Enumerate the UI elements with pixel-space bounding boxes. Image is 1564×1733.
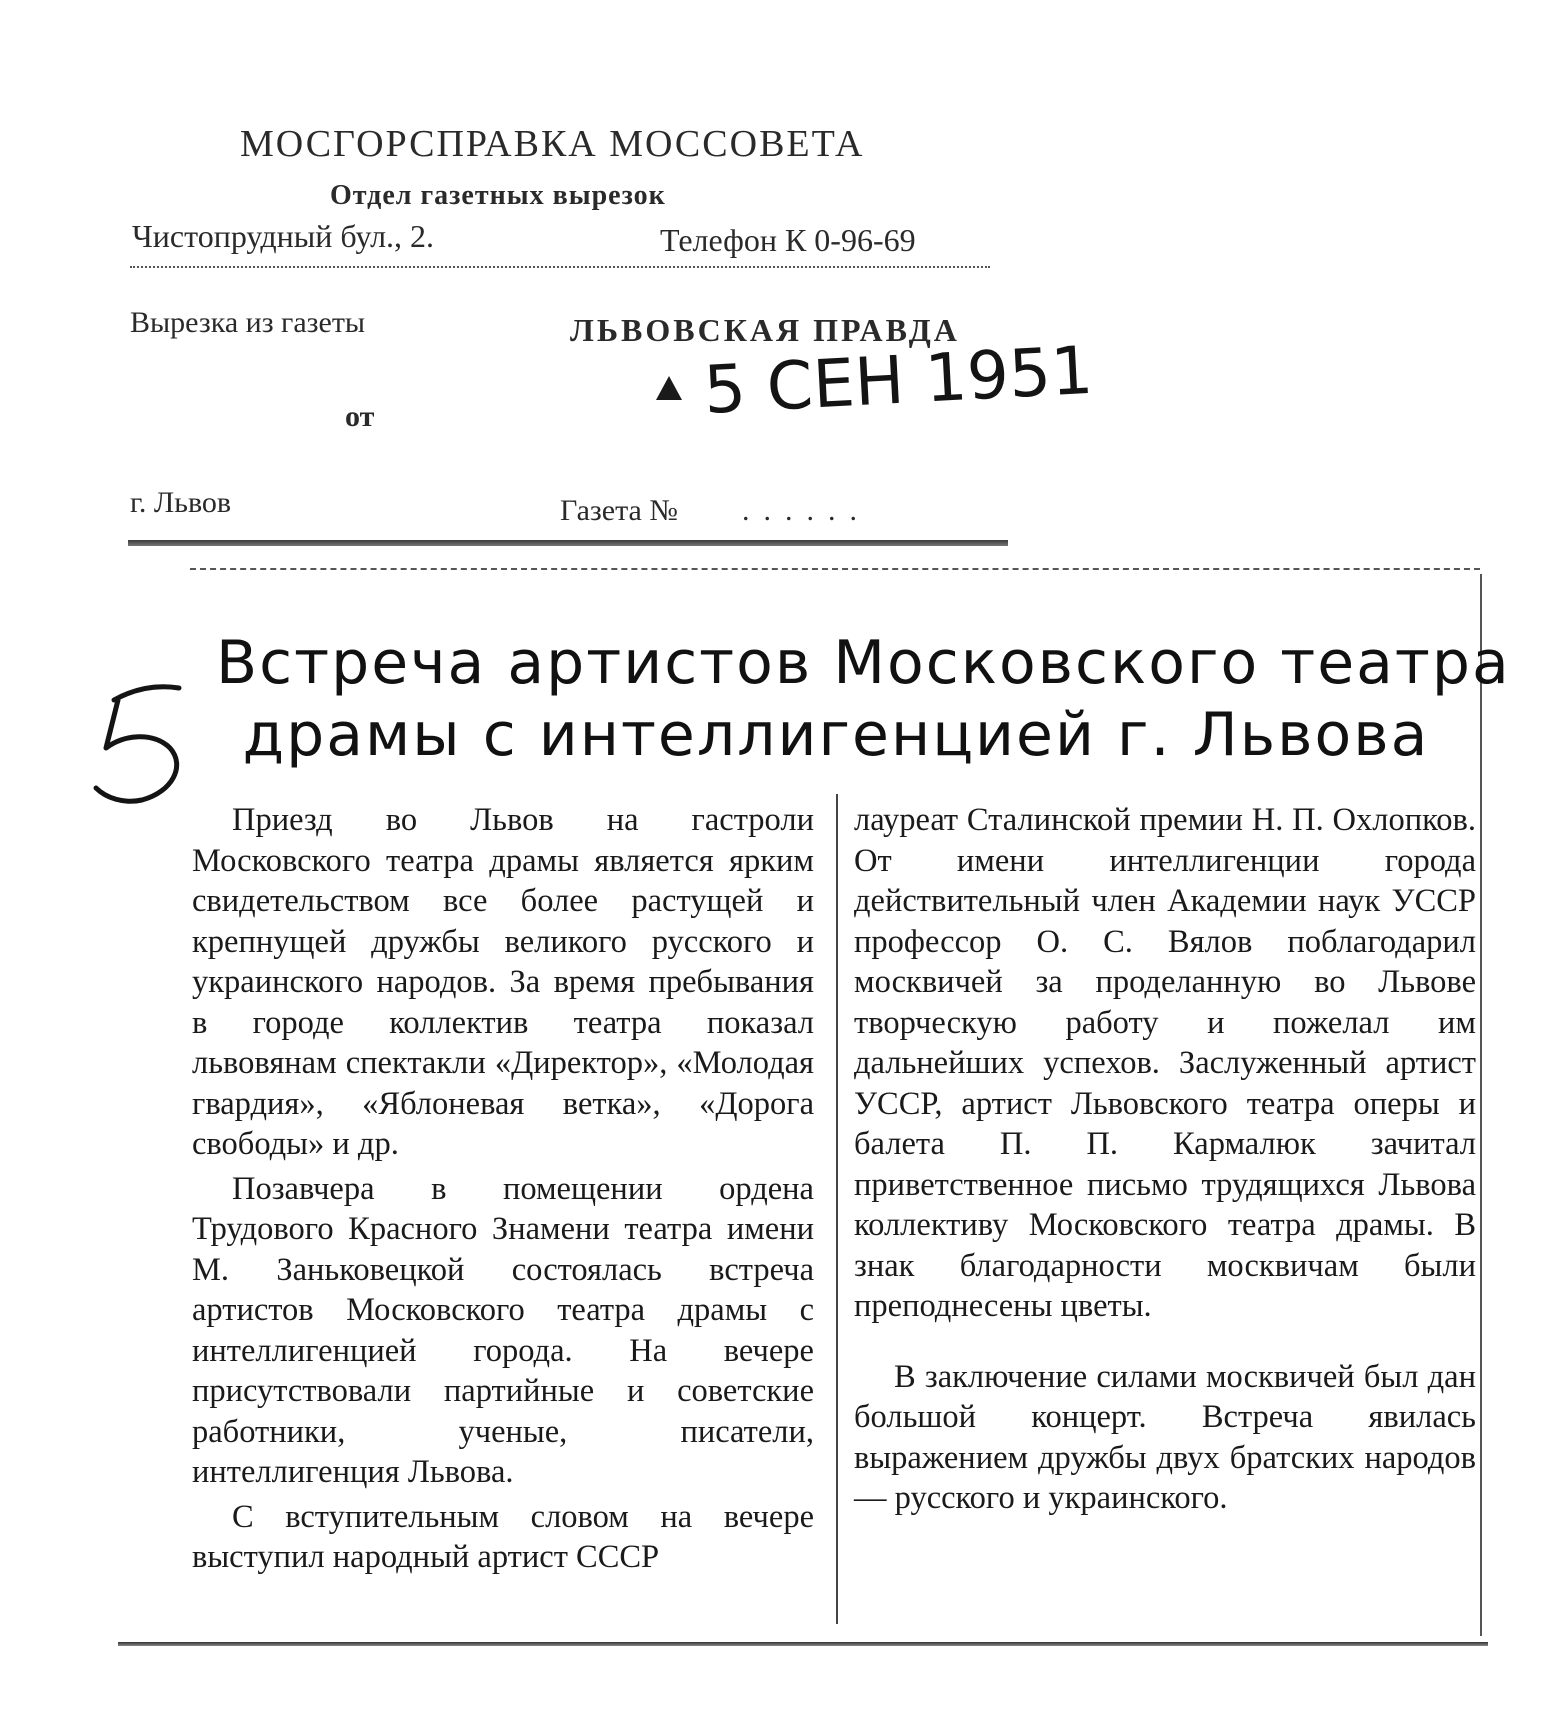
triangle-stamp-icon xyxy=(656,376,682,400)
date-stamp: 5 СЕН 1951 xyxy=(701,331,1095,429)
clipping-bottom-edge xyxy=(118,1642,1488,1646)
column-divider xyxy=(836,794,838,1624)
article-right-column xyxy=(854,800,1476,1519)
article-paragraph: Позавчера в помещении ордена Трудового Красного Знамени театра имени М. Заньковецкой состоялась встреча артистов Московского театра драмы с интеллигенцией города. На вечере присутствовали партийные и советские работники, ученые, писатели, интеллигенция Львова. xyxy=(192,1170,814,1490)
clipping-top-edge xyxy=(190,568,1480,570)
article-paragraph: С вступительным словом на вечере выступил народный артист СССР xyxy=(192,1498,814,1575)
bureau-name: МОСГОРСПРАВКА МОССОВЕТА xyxy=(240,123,865,165)
bureau-department: Отдел газетных вырезок xyxy=(330,180,666,211)
article-paragraph: В заключение силами москвичей был дан большой концерт. Встреча явилась выражением дружбы двух братских народов — русского и украинского. xyxy=(854,1358,1476,1516)
issue-number: ...... xyxy=(742,494,871,527)
article-paragraph: Приезд во Львов на гастроли Московского театра драмы является ярким свидетельством все более растущей и крепнущей дружбы великого русского и украинского народов. За время пребывания в городе коллектив театра показал львовянам спектакли «Директор», «Молодая гвардия», «Яблоневая ветка», «Дорога свободы» и др. xyxy=(192,802,814,1162)
from-label: от xyxy=(345,400,375,433)
bureau-phone: Телефон К 0-96-69 xyxy=(660,222,916,258)
header-divider xyxy=(130,266,990,268)
header-bottom-rule xyxy=(128,540,1008,546)
city-label: г. Львов xyxy=(130,486,232,519)
article-left-column xyxy=(192,800,814,1578)
article-headline-line-1: Встреча артистов Московского театра xyxy=(216,628,1511,698)
newspaper-name: ЛЬВОВСКАЯ ПРАВДА xyxy=(570,312,960,348)
bureau-address: Чистопрудный бул., 2. xyxy=(132,218,435,254)
issue-label: Газета № xyxy=(560,494,678,527)
article-headline-line-2: драмы с интеллигенцией г. Львова xyxy=(242,700,1430,770)
article-paragraph: лауреат Сталинской премии Н. П. Охлопков. От имени интеллигенции города действительный член Академии наук УССР профессор О. С. Вялов поблагодарил москвичей за проделанную во Львове творческую работу и пожелал им дальнейших успехов. Заслуженный артист УССР, артист Львовского театра оперы и балета П. П. Кармалюк зачитал приветственное письмо трудящихся Львова коллективу Московского театра драмы. В знак благодарности москвичам были преподнесены цветы. xyxy=(854,802,1476,1324)
clipping-label: Вырезка из газеты xyxy=(130,306,366,339)
handwritten-number-5 xyxy=(84,670,204,810)
